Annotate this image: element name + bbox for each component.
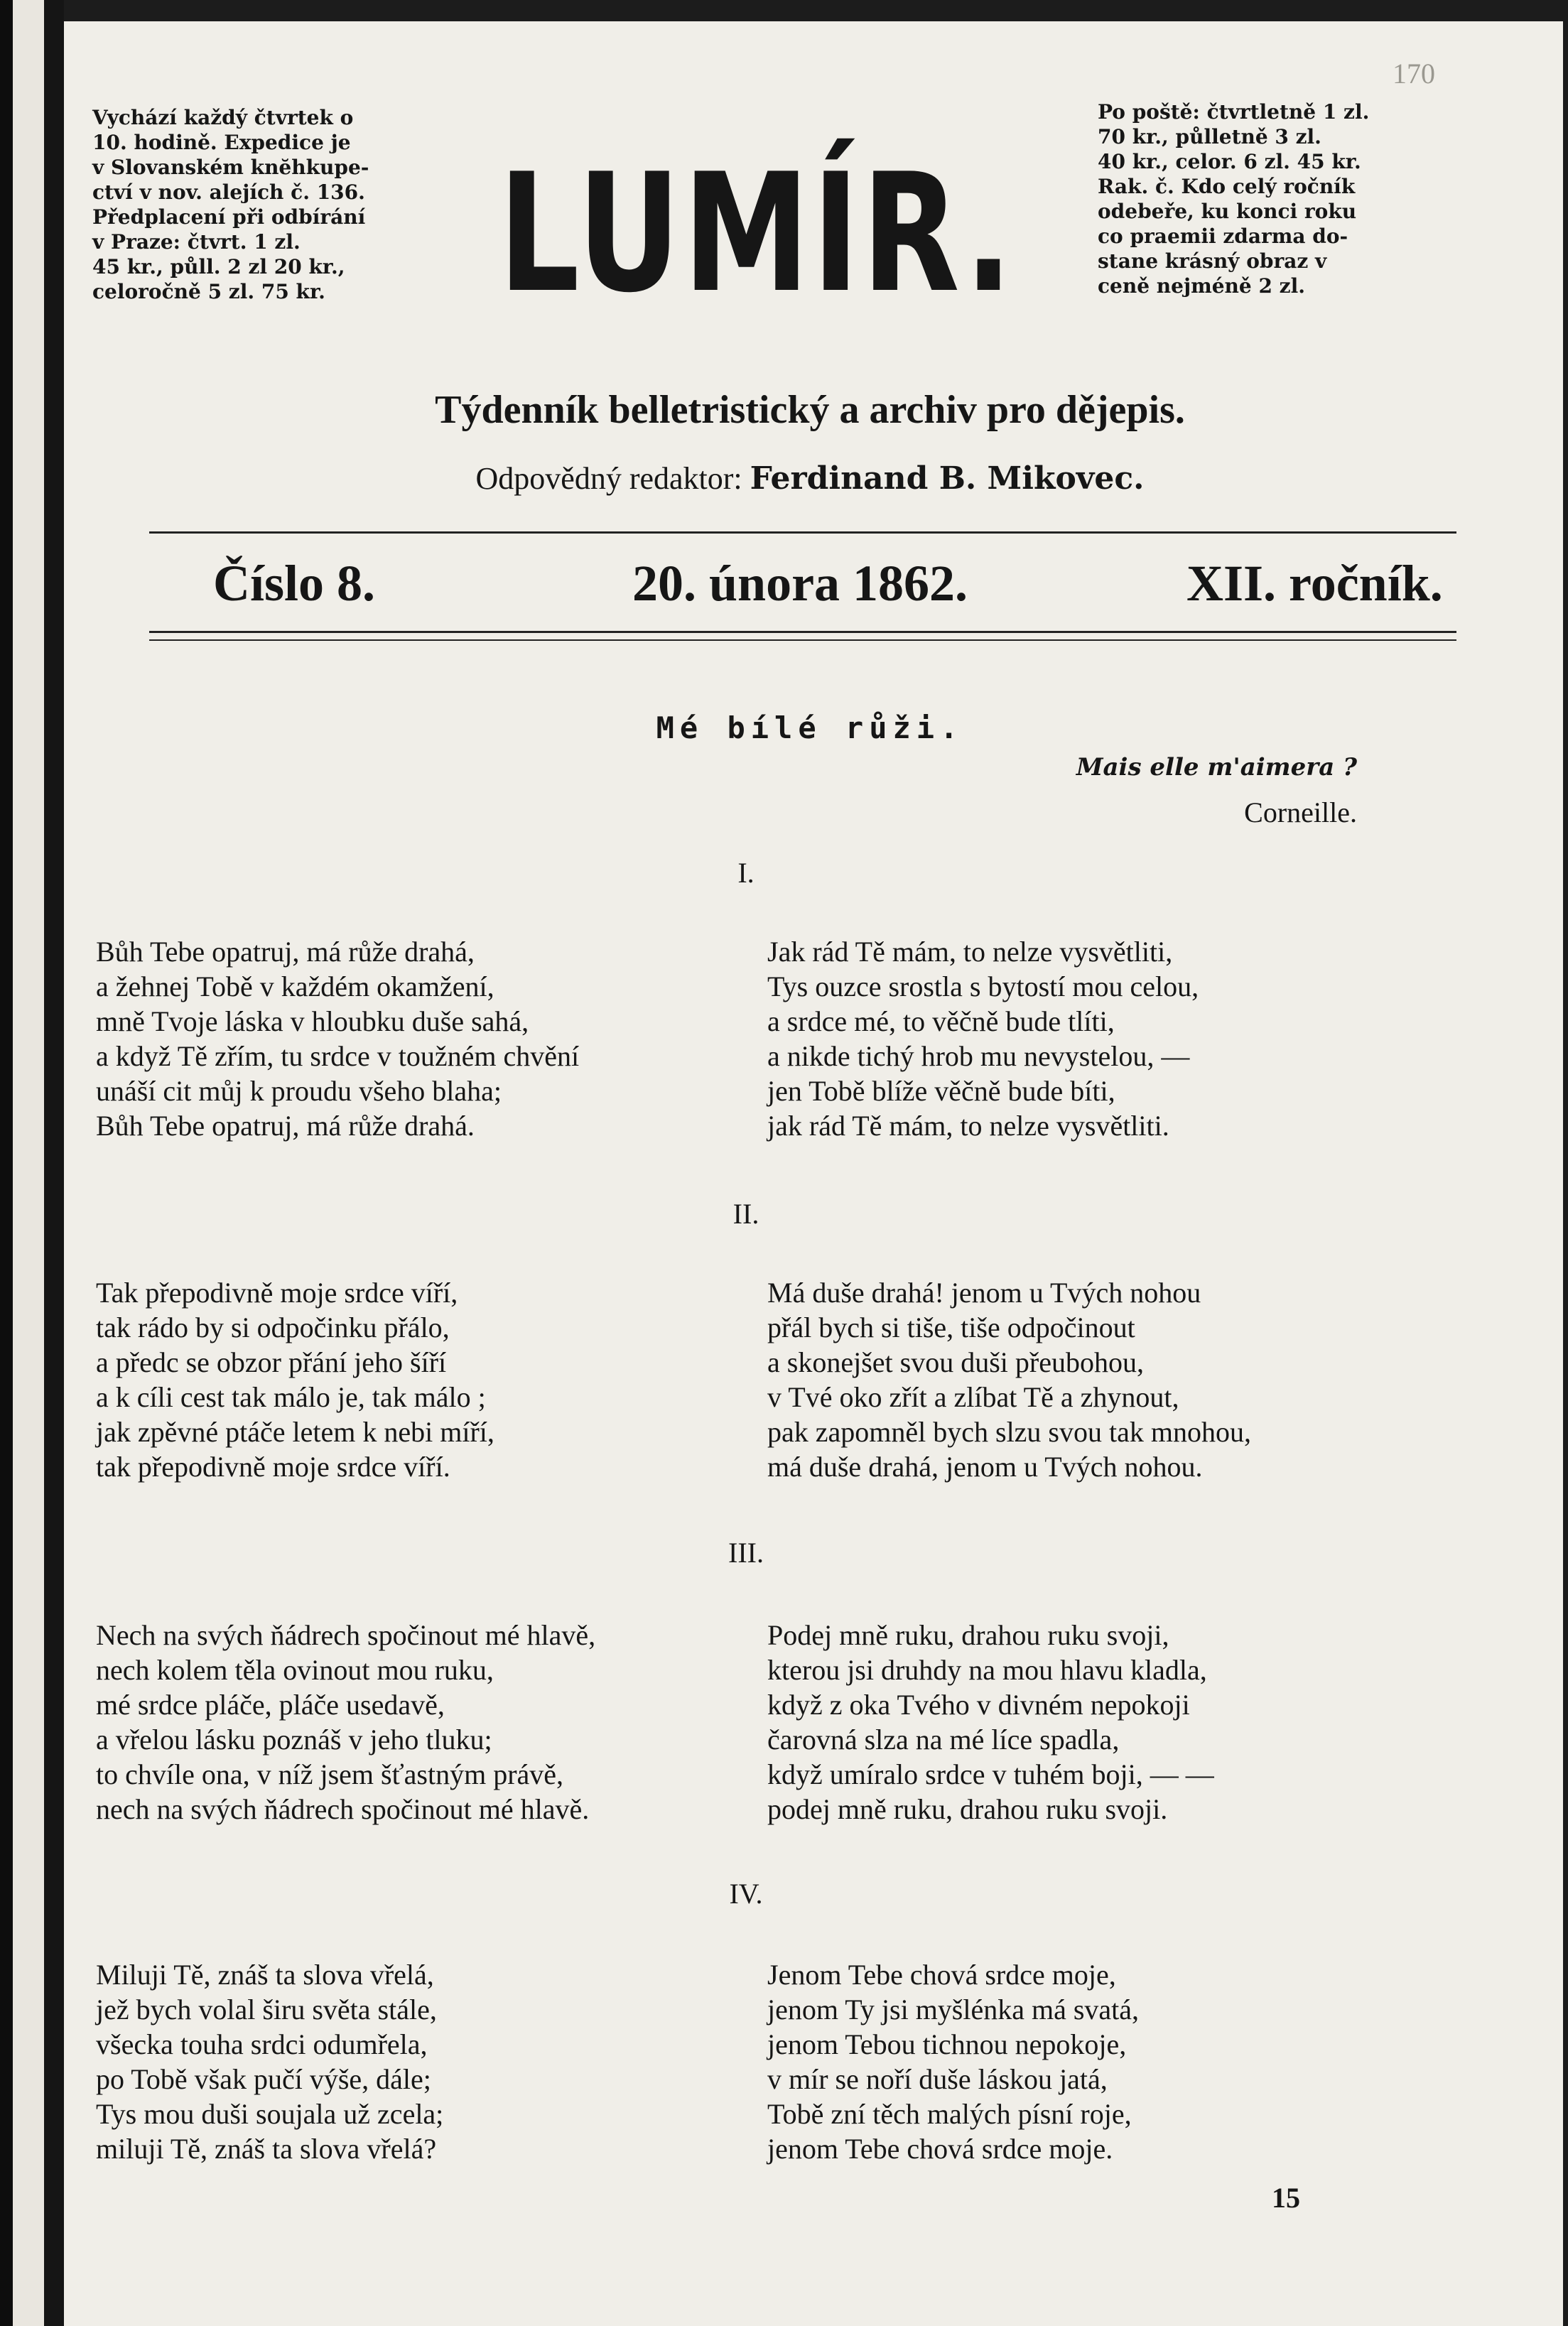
verse-line: Tys mou duši soujala už zcela; <box>96 2098 444 2130</box>
verse-line: Jenom Tebe chová srdce moje, <box>767 1959 1116 1991</box>
verse-line: přál bych si tiše, tiše odpočinout <box>767 1311 1135 1343</box>
section-numeral: I. <box>737 857 755 889</box>
verse-line: nech kolem těla ovinout mou ruku, <box>96 1654 494 1686</box>
verse-line: Bůh Tebe opatruj, má růže drahá, <box>96 936 475 968</box>
verse-line: a předc se obzor přání jeho šíří <box>96 1346 447 1378</box>
issue-volume: XII. ročník. <box>1186 555 1443 612</box>
verse-line: kterou jsi druhdy na mou hlavu kladla, <box>767 1654 1207 1686</box>
verse-line: a žehnej Tobě v každém okamžení, <box>96 970 494 1002</box>
verse-line: v mír se noří duše láskou jatá, <box>767 2063 1108 2095</box>
notice-line: odebeře, ku konci roku <box>1098 200 1357 223</box>
notice-line: ceně nejméně 2 zl. <box>1098 274 1305 298</box>
issue-number: Číslo 8. <box>213 555 376 612</box>
notice-line: 70 kr., půlletně 3 zl. <box>1098 125 1321 148</box>
verse-line: když z oka Tvého v divném nepokoji <box>767 1689 1190 1721</box>
notice-line: co praemii zdarma do- <box>1098 225 1348 248</box>
verse-line: a vřelou lásku poznáš v jeho tluku; <box>96 1724 492 1756</box>
verse-line: tak rádo by si odpočinku přálo, <box>96 1311 450 1343</box>
editor-label: Odpovědný redaktor: <box>475 461 742 496</box>
verse-line: podej mně ruku, drahou ruku svoji. <box>767 1793 1168 1825</box>
poem-title: Mé bílé růži. <box>656 710 964 745</box>
verse-line: jenom Tebou tichnou nepokoje, <box>767 2028 1127 2060</box>
verse-line: unáší cit můj k proudu všeho blaha; <box>96 1075 502 1107</box>
verse-line: jak zpěvné ptáče letem k nebi míří, <box>96 1416 494 1448</box>
header-divider <box>149 531 1456 534</box>
issue-divider-top <box>149 631 1456 633</box>
verse-line: a k cíli cest tak málo je, tak málo ; <box>96 1381 486 1413</box>
notice-line: 40 kr., celor. 6 zl. 45 kr. <box>1098 150 1361 173</box>
verse-line: má duše drahá, jenom u Tvých nohou. <box>767 1451 1203 1483</box>
verse-line: Jak rád Tě mám, to nelze vysvětliti, <box>767 936 1173 968</box>
verse-line: Má duše drahá! jenom u Tvých nohou <box>767 1277 1201 1309</box>
editor-line <box>277 460 1343 497</box>
stanza-right <box>767 1275 1251 1484</box>
notice-line: stane krásný obraz v <box>1098 249 1327 273</box>
verse-line: mně Tvoje láska v hloubku duše sahá, <box>96 1005 529 1037</box>
verse-line: a když Tě zřím, tu srdce v toužném chvění <box>96 1040 580 1072</box>
notice-line: ctví v nov. alejích č. 136. <box>92 180 365 204</box>
issue-row <box>149 554 1456 611</box>
stanza-left <box>96 1618 595 1827</box>
verse-line: v Tvé oko zřít a zlíbat Tě a zhynout, <box>767 1381 1179 1413</box>
notice-line: Rak. č. Kdo celý ročník <box>1098 175 1356 198</box>
verse-line: pak zapomněl bych slzu svou tak mnohou, <box>767 1416 1251 1448</box>
notice-line: celoročně 5 zl. 75 kr. <box>92 280 325 303</box>
verse-line: Tys ouzce srostla s bytostí mou celou, <box>767 970 1199 1002</box>
verse-line: mé srdce pláče, pláče usedavě, <box>96 1689 445 1721</box>
issue-date: 20. února 1862. <box>632 555 968 612</box>
verse-line: jež bych volal širu světa stále, <box>96 1994 437 2025</box>
verse-line: Podej mně ruku, drahou ruku svoji, <box>767 1619 1169 1651</box>
stanza-right <box>767 934 1199 1143</box>
verse-line: jen Tobě blíže věčně bude bíti, <box>767 1075 1115 1107</box>
notice-line: v Praze: čtvrt. 1 zl. <box>92 230 301 254</box>
verse-line: Tak přepodivně moje srdce víří, <box>96 1277 458 1309</box>
verse-line: Miluji Tě, znáš ta slova vřelá, <box>96 1959 434 1991</box>
verse-line: a skonejšet svou duši přeubohou, <box>767 1346 1144 1378</box>
stanza-right <box>767 1957 1139 2166</box>
stanza-left <box>96 1957 443 2166</box>
notice-line: Předplacení při odbírání <box>92 205 366 229</box>
verse-line: Tobě zní těch malých písní roje, <box>767 2098 1132 2130</box>
verse-line: tak přepodivně moje srdce víří. <box>96 1451 450 1483</box>
verse-line: jenom Ty jsi myšlénka má svatá, <box>767 1994 1140 2025</box>
section-numeral: II. <box>732 1198 759 1230</box>
notice-line: 45 kr., půll. 2 zl 20 kr., <box>92 255 345 278</box>
editor-name: Ferdinand B. Mikovec. <box>750 460 1145 497</box>
verse-line: miluji Tě, znáš ta slova vřelá? <box>96 2133 437 2165</box>
verse-line: všecka touha srdci odumřela, <box>96 2028 428 2060</box>
verse-line: a srdce mé, to věčně bude tlíti, <box>767 1005 1115 1037</box>
faint-page-number: 170 <box>1393 58 1435 90</box>
notice-line: v Slovanském knĕhkupe- <box>92 156 369 179</box>
verse-line: když umíralo srdce v tuhém boji, — — <box>767 1758 1214 1790</box>
page-number: 15 <box>1272 2182 1300 2214</box>
stanza-left <box>96 934 579 1143</box>
verse-line: jenom Tebe chová srdce moje. <box>767 2133 1113 2165</box>
verse-line: Nech na svých ňádrech spočinout mé hlavě, <box>96 1619 596 1651</box>
epigraph-quote: Mais elle m'aimera ? <box>1076 753 1357 781</box>
publication-subtitle: Týdenník belletristický a archiv pro dějepis. <box>435 388 1185 432</box>
stanza-right <box>767 1618 1214 1827</box>
section-numeral: IV. <box>729 1878 763 1910</box>
section-numeral: III. <box>728 1537 764 1569</box>
notice-line: Vychází každý čtvrtek o <box>92 106 354 129</box>
subscription-notice-right <box>1098 99 1369 298</box>
facing-page-edge <box>0 0 64 2326</box>
notice-line: 10. hodině. Expedice je <box>92 131 351 154</box>
verse-line: to chvíle ona, v níž jsem šťastným právě, <box>96 1758 564 1790</box>
verse-line: po Tobě však pučí výše, dále; <box>96 2063 431 2095</box>
verse-line: a nikde tichý hrob mu nevystelou, — <box>767 1040 1190 1072</box>
epigraph-author: Corneille. <box>1244 796 1357 828</box>
masthead-title: LUMÍR. <box>498 139 1015 329</box>
verse-line: čarovná slza na mé líce spadla, <box>767 1724 1120 1756</box>
verse-line: nech na svých ňádrech spočinout mé hlavě. <box>96 1793 590 1825</box>
verse-line: jak rád Tě mám, to nelze vysvětliti. <box>767 1110 1169 1142</box>
subscription-notice-left <box>92 105 369 304</box>
issue-divider-bottom <box>149 639 1456 641</box>
stanza-left <box>96 1275 494 1484</box>
verse-line: Bůh Tebe opatruj, má růže drahá. <box>96 1110 475 1142</box>
newspaper-page <box>64 21 1563 2326</box>
notice-line: Po poště: čtvrtletně 1 zl. <box>1098 100 1370 124</box>
